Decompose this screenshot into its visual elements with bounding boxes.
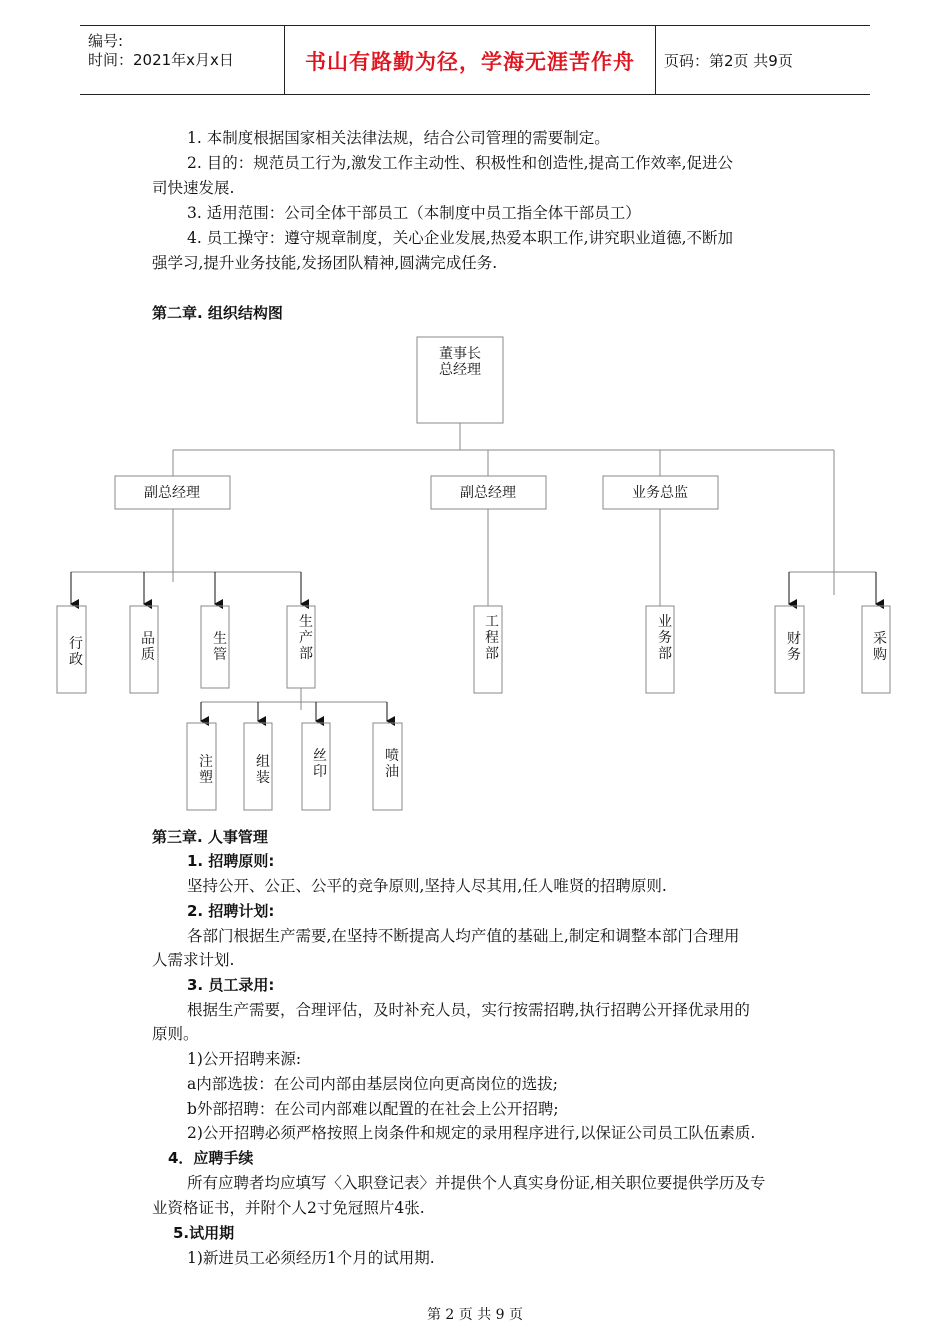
employ-title: 3. 员工录用: xyxy=(187,976,275,994)
org-finance-label: 财务 xyxy=(787,631,801,663)
chapter1-item-2-cont: 司快速发展. xyxy=(152,179,235,197)
org-top-line2: 总经理 xyxy=(439,362,481,378)
recruit-plan-text-1: 各部门根据生产需要,在坚持不断提高人均产值的基础上,制定和调整本部门合理用 xyxy=(187,927,740,945)
document-time-label: 时间：2021年x月x日 xyxy=(88,51,234,69)
page-footer: 第 2 页 共 9 页 xyxy=(426,1307,524,1323)
chapter1-item-4-cont: 强学习,提升业务技能,发扬团队精神,圆满完成任务. xyxy=(152,254,498,272)
org-purchase-label: 采购 xyxy=(873,631,887,663)
header-motto: 书山有路勤为径，学海无涯苦作舟 xyxy=(305,49,635,74)
org-engineering-label: 工程部 xyxy=(485,614,499,662)
employ-sub-2: a内部选拔：在公司内部由基层岗位向更高岗位的选拔; xyxy=(187,1075,558,1093)
org-biz-label: 业务总监 xyxy=(632,485,688,501)
org-production-label: 生产部 xyxy=(299,614,313,662)
apply-text-1: 所有应聘者均应填写〈入职登记表〉并提供个人真实身份证,相关职位要提供学历及专 xyxy=(187,1174,766,1192)
employ-sub-1: 1)公开招聘来源: xyxy=(187,1050,302,1068)
recruit-principle-text: 坚持公开、公正、公平的竞争原则,坚持人尽其用,任人唯贤的招聘原则. xyxy=(187,877,667,895)
org-business-label: 业务部 xyxy=(658,614,672,662)
org-vp1-label: 副总经理 xyxy=(144,485,200,501)
org-vp2-label: 副总经理 xyxy=(460,485,516,501)
chapter3-title: 第三章. 人事管理 xyxy=(152,828,268,846)
org-prodmgmt-label: 生管 xyxy=(213,631,227,663)
employ-sub-4: 2)公开招聘必须严格按照上岗条件和规定的录用程序进行,以保证公司员工队伍素质. xyxy=(187,1124,756,1142)
recruit-principle-title: 1. 招聘原则: xyxy=(187,852,275,870)
probation-text: 1)新进员工必须经历1个月的试用期. xyxy=(187,1249,435,1267)
employ-text-2: 原则。 xyxy=(152,1025,199,1043)
chapter1-item-1: 1. 本制度根据国家相关法律法规，结合公司管理的需要制定。 xyxy=(187,129,610,147)
chapter1-item-4: 4. 员工操守：遵守规章制度，关心企业发展,热爱本职工作,讲究职业道德,不断加 xyxy=(187,229,733,247)
apply-text-2: 业资格证书，并附个人2寸免冠照片4张. xyxy=(152,1199,425,1217)
org-admin-label: 行政 xyxy=(69,636,83,668)
org-assembly-label: 组装 xyxy=(256,754,270,786)
header-page-info: 页码：第2页 共9页 xyxy=(664,52,793,70)
employ-text-1: 根据生产需要，合理评估，及时补充人员，实行按需招聘,执行招聘公开择优录用的 xyxy=(187,1001,750,1019)
org-silkscreen-label: 丝印 xyxy=(313,748,327,780)
document-number-label: 编号: xyxy=(88,32,124,50)
org-top-line1: 董事长 xyxy=(439,346,481,362)
org-spray-label: 喷油 xyxy=(385,748,399,780)
recruit-plan-title: 2. 招聘计划: xyxy=(187,902,275,920)
chapter2-title: 第二章. 组织结构图 xyxy=(152,304,283,322)
probation-title: 5.试用期 xyxy=(173,1224,235,1242)
recruit-plan-text-2: 人需求计划. xyxy=(152,951,235,969)
apply-title: 4．应聘手续 xyxy=(168,1149,254,1167)
org-injection-label: 注塑 xyxy=(199,754,213,786)
employ-sub-3: b外部招聘：在公司内部难以配置的在社会上公开招聘; xyxy=(187,1100,559,1118)
chapter1-item-2: 2. 目的：规范员工行为,激发工作主动性、积极性和创造性,提高工作效率,促进公 xyxy=(187,154,733,172)
chapter1-item-3: 3. 适用范围：公司全体干部员工（本制度中员工指全体干部员工） xyxy=(187,204,641,222)
org-quality-label: 品质 xyxy=(141,631,155,663)
